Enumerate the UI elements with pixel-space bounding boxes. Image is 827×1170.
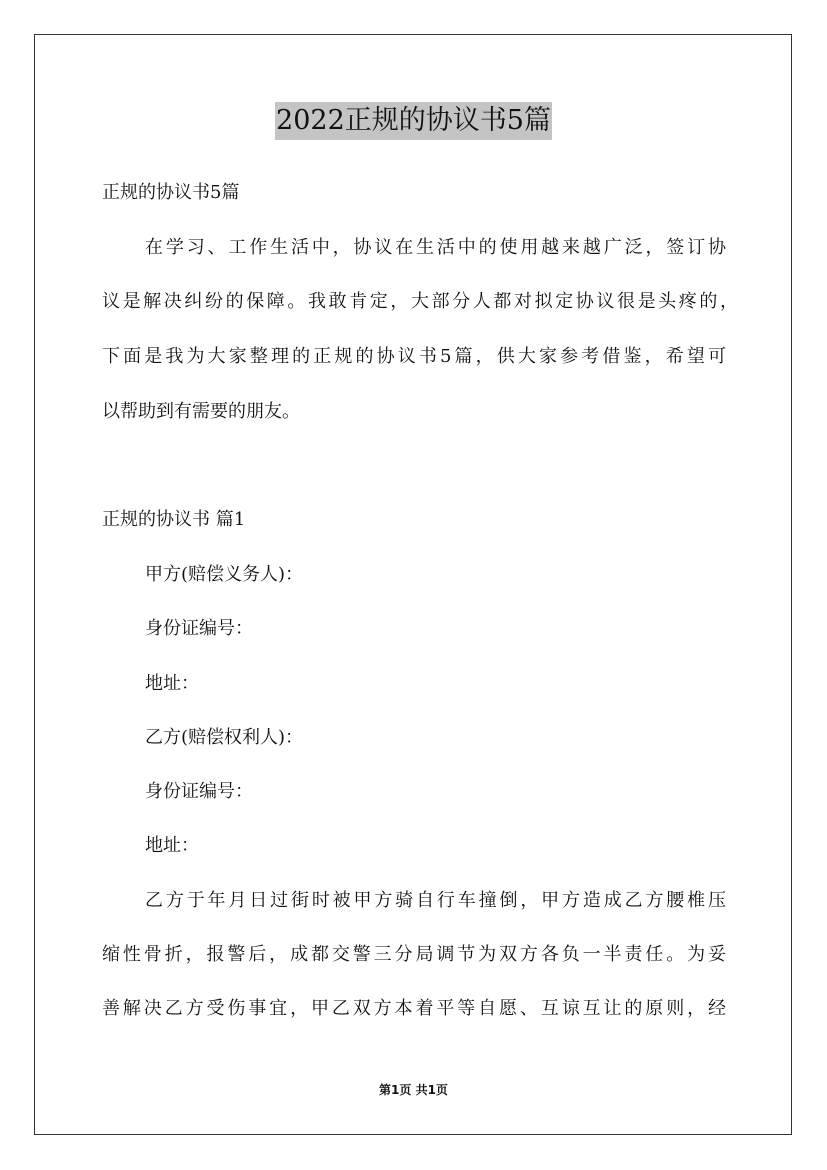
section-heading: 正规的协议书 篇1 — [102, 509, 246, 530]
document-title: 2022正规的协议书5篇 — [275, 102, 552, 140]
field-label: 乙方(赔偿权利人)： — [145, 727, 304, 748]
section-heading: 正规的协议书5篇 — [102, 182, 240, 203]
field-label: 甲方(赔偿义务人)： — [145, 564, 304, 585]
title-container — [0, 102, 827, 140]
paragraph-line: 在学习、工作生活中，协议在生活中的使用越来越广泛，签订协 — [145, 237, 726, 258]
paragraph-line: 缩性骨折，报警后，成都交警三分局调节为双方各负一半责任。为妥 — [102, 944, 726, 965]
field-label: 地址： — [145, 673, 199, 694]
field-label: 地址： — [145, 835, 199, 856]
field-label: 身份证编号： — [145, 618, 253, 639]
paragraph-line: 下面是我为大家整理的正规的协议书5篇，供大家参考借鉴，希望可 — [102, 346, 726, 367]
paragraph-line: 议是解决纠纷的保障。我敢肯定，大部分人都对拟定协议很是头疼的， — [102, 291, 738, 312]
page-footer: 第1页 共1页 — [379, 1083, 448, 1097]
paragraph-line: 乙方于年月日过街时被甲方骑自行车撞倒，甲方造成乙方腰椎压 — [145, 890, 726, 911]
paragraph-line: 以帮助到有需要的朋友。 — [102, 401, 300, 422]
field-label: 身份证编号： — [145, 781, 253, 802]
paragraph-line: 善解决乙方受伤事宜，甲乙双方本着平等自愿、互谅互让的原则，经 — [102, 998, 726, 1019]
